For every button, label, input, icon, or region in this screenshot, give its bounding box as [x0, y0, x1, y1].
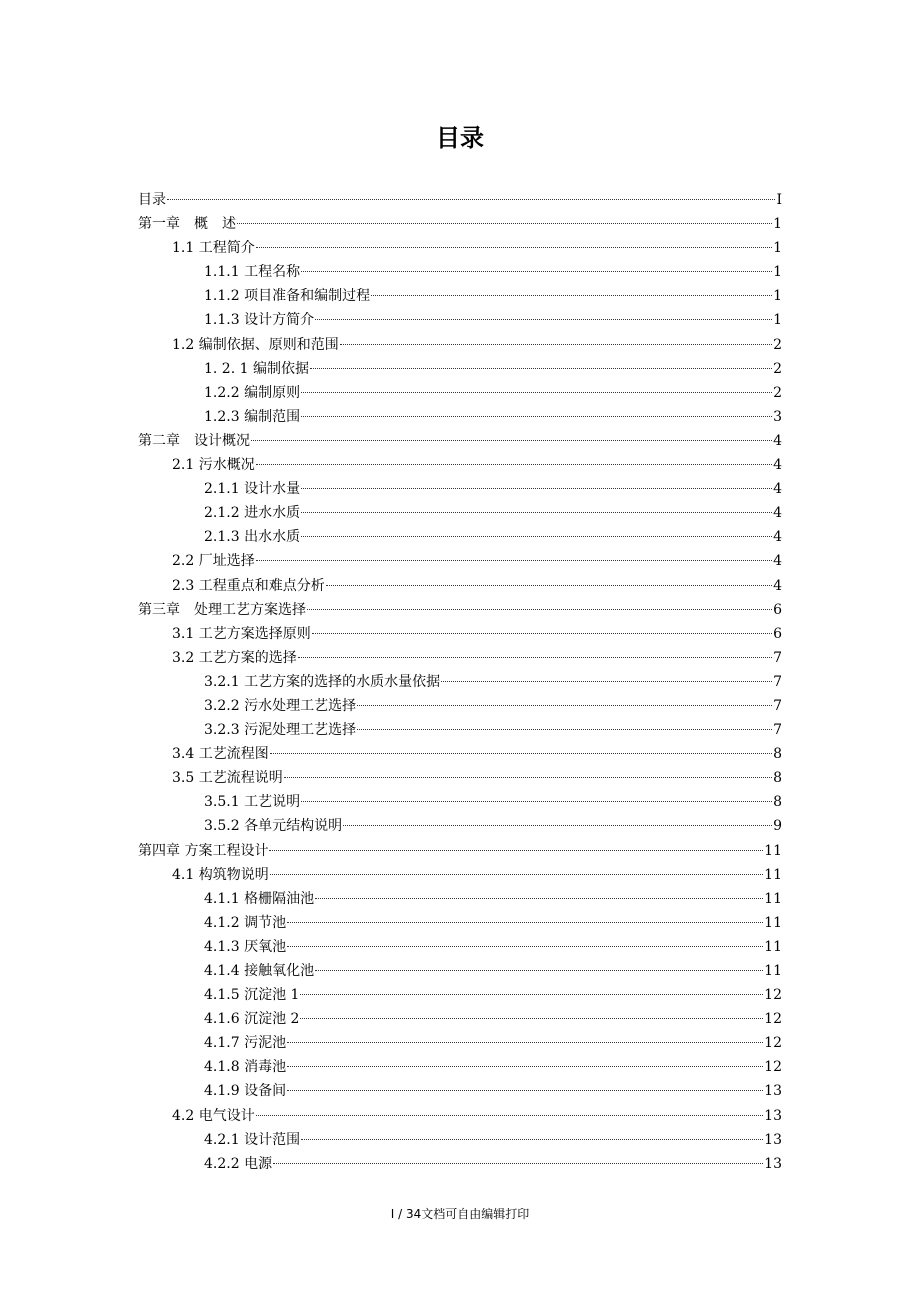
toc-dot-leader [312, 633, 772, 634]
toc-entry-title: 第四章 方案工程设计 [138, 842, 269, 859]
toc-entry-page: 12 [764, 987, 782, 1004]
toc-entry-page: 11 [764, 963, 782, 979]
toc-entry-title: 4.2 电气设计 [172, 1107, 255, 1124]
toc-entry-page: 8 [773, 794, 782, 811]
toc-entry-title: 3.5.2 各单元结构说明 [204, 818, 343, 835]
toc-dot-leader [256, 560, 772, 561]
toc-entry-title: 第二章 设计概况 [138, 432, 250, 449]
toc-entry-page: 8 [773, 746, 782, 763]
toc-entry-page: 4 [773, 505, 782, 522]
toc-entry-title: 3.2.2 污水处理工艺选择 [204, 697, 357, 714]
toc-entry-title: 3.5 工艺流程说明 [172, 770, 283, 787]
toc-entry[interactable] [138, 718, 782, 742]
toc-dot-leader [269, 850, 763, 851]
toc-dot-leader [301, 488, 772, 489]
toc-entry[interactable] [138, 766, 782, 790]
toc-entry[interactable] [138, 405, 782, 429]
toc-dot-leader [371, 295, 772, 296]
toc-entry[interactable] [138, 839, 782, 863]
toc-dot-leader [256, 464, 772, 465]
toc-entry[interactable] [138, 525, 782, 549]
toc-dot-leader [301, 801, 772, 802]
toc-dot-leader [301, 392, 772, 393]
toc-dot-leader [287, 1042, 763, 1043]
toc-dot-leader [287, 1090, 763, 1091]
toc-entry[interactable] [138, 381, 782, 405]
toc-dot-leader [310, 368, 772, 369]
toc-entry-title: 3.1 工艺方案选择原则 [172, 625, 311, 642]
toc-entry-page: 4 [773, 481, 782, 498]
toc-entry-title: 1.1.3 设计方简介 [204, 312, 315, 329]
toc-dot-leader [301, 536, 772, 537]
toc-entry-title: 2.1 污水概况 [172, 457, 255, 474]
toc-entry[interactable] [138, 549, 782, 573]
toc-dot-leader [287, 922, 763, 923]
toc-dot-leader [357, 729, 772, 730]
toc-entry-page: 6 [773, 601, 782, 618]
toc-entry[interactable] [138, 863, 782, 887]
toc-entry-page: 4 [773, 432, 782, 449]
toc-entry-title: 2.2 厂址选择 [172, 553, 255, 570]
toc-entry-page: 8 [773, 770, 782, 787]
toc-entry-page: 9 [773, 818, 782, 835]
toc-entry[interactable] [138, 453, 782, 477]
toc-dot-leader [287, 946, 763, 947]
toc-entry[interactable] [138, 284, 782, 308]
toc-entry[interactable] [138, 1104, 782, 1128]
toc-entry-page: 12 [764, 1035, 782, 1052]
toc-dot-leader [315, 898, 763, 899]
toc-entry-title: 4.1.6 沉淀池 2 [204, 1011, 300, 1028]
toc-entry[interactable] [138, 212, 782, 236]
toc-dot-leader [441, 681, 772, 682]
toc-entry[interactable] [138, 1079, 782, 1103]
toc-entry-title: 2.1.3 出水水质 [204, 529, 301, 546]
toc-dot-leader [301, 416, 772, 417]
toc-entry-title: 4.2.1 设计范围 [204, 1131, 301, 1148]
toc-dot-leader [256, 1115, 763, 1116]
toc-entry-title: 1.2.2 编制原则 [204, 384, 301, 401]
toc-entry-title: 3.4 工艺流程图 [172, 746, 269, 763]
toc-dot-leader [301, 271, 772, 272]
toc-entry[interactable] [138, 236, 782, 260]
toc-entry-page: 11 [764, 914, 782, 931]
toc-entry-page: 13 [764, 1083, 782, 1100]
toc-entry[interactable] [138, 333, 782, 357]
toc-entry-title: 2.1.1 设计水量 [204, 481, 301, 498]
toc-dot-leader [343, 825, 772, 826]
toc-entry-title: 1.1.1 工程名称 [204, 264, 301, 281]
toc-entry-page: 11 [764, 842, 782, 859]
toc-entry[interactable] [138, 1128, 782, 1152]
toc-entry[interactable] [138, 1007, 782, 1031]
toc-entry-page: 13 [764, 1155, 782, 1172]
toc-entry-page: 1 [773, 240, 782, 257]
toc-entry[interactable] [138, 574, 782, 598]
toc-entry[interactable] [138, 1055, 782, 1079]
toc-entry-title: 3.2.3 污泥处理工艺选择 [204, 722, 357, 739]
toc-dot-leader [251, 440, 772, 441]
toc-dot-leader [298, 657, 772, 658]
toc-entry-page: I [776, 192, 782, 208]
toc-entry-title: 2.3 工程重点和难点分析 [172, 577, 325, 594]
toc-entry-page: 12 [764, 1011, 782, 1028]
toc-entry-page: 11 [764, 938, 782, 955]
toc-entry-page: 11 [764, 866, 782, 883]
toc-entry-page: 1 [773, 288, 782, 305]
toc-entry[interactable] [138, 935, 782, 959]
toc-entry-title: 4.1.5 沉淀池 1 [204, 987, 300, 1004]
toc-entry[interactable] [138, 911, 782, 935]
toc-entry-page: 1 [773, 312, 782, 329]
toc-entry-page: 7 [773, 722, 782, 739]
toc-entry[interactable] [138, 188, 782, 212]
toc-entry[interactable] [138, 477, 782, 501]
toc-dot-leader [270, 874, 763, 875]
toc-entry-title: 3.2 工艺方案的选择 [172, 649, 297, 666]
page-title: 目录 [436, 124, 484, 152]
toc-dot-leader [284, 777, 772, 778]
toc-entry[interactable] [138, 694, 782, 718]
toc-entry-title: 1.1.2 项目准备和编制过程 [204, 288, 371, 305]
toc-entry-page: 7 [773, 649, 782, 666]
toc-entry[interactable] [138, 646, 782, 670]
toc-entry-page: 7 [773, 673, 782, 690]
toc-entry[interactable] [138, 308, 782, 332]
toc-entry[interactable] [138, 501, 782, 525]
toc-entry-page: 11 [764, 890, 782, 907]
table-of-contents [138, 188, 782, 1176]
toc-entry-title: 3.5.1 工艺说明 [204, 794, 301, 811]
toc-entry-page: 4 [773, 553, 782, 570]
toc-dot-leader [300, 1018, 763, 1019]
page-footer: I / 34文档可自由编辑打印 [390, 1207, 530, 1221]
toc-entry-title: 4.1.2 调节池 [204, 914, 287, 931]
toc-entry-page: 4 [773, 529, 782, 546]
toc-entry[interactable] [138, 814, 782, 838]
toc-entry[interactable] [138, 983, 782, 1007]
toc-entry-title: 第三章 处理工艺方案选择 [138, 601, 306, 618]
toc-dot-leader [273, 1163, 763, 1164]
toc-entry-page: 2 [773, 336, 782, 353]
toc-dot-leader [357, 705, 772, 706]
toc-entry-title: 4.1.7 污泥池 [204, 1035, 287, 1052]
toc-dot-leader [301, 1139, 763, 1140]
toc-entry[interactable] [138, 598, 782, 622]
toc-entry-title: 1. 2. 1 编制依据 [204, 360, 309, 377]
toc-entry[interactable] [138, 790, 782, 814]
toc-entry[interactable] [138, 742, 782, 766]
toc-entry-page: 6 [773, 625, 782, 642]
toc-entry[interactable] [138, 357, 782, 381]
toc-entry-page: 1 [773, 264, 782, 281]
toc-entry-page: 4 [773, 457, 782, 474]
toc-entry-page: 13 [764, 1107, 782, 1124]
toc-entry-page: 12 [764, 1059, 782, 1076]
toc-entry-page: 3 [773, 408, 782, 425]
toc-entry[interactable] [138, 1031, 782, 1055]
toc-entry-page: 4 [773, 577, 782, 594]
toc-dot-leader [340, 344, 772, 345]
toc-entry-title: 1.2.3 编制范围 [204, 408, 301, 425]
toc-entry-title: 4.1.8 消毒池 [204, 1059, 287, 1076]
toc-entry-title: 1.2 编制依据、原则和范围 [172, 336, 339, 353]
toc-entry-title: 第一章 概 述 [138, 216, 236, 233]
toc-entry-title: 4.1.3 厌氧池 [204, 938, 287, 955]
toc-dot-leader [326, 585, 772, 586]
toc-dot-leader [270, 753, 772, 754]
toc-dot-leader [237, 223, 772, 224]
toc-entry-title: 4.1.4 接触氧化池 [204, 963, 315, 979]
toc-dot-leader [315, 970, 763, 971]
toc-entry-page: 1 [773, 216, 782, 233]
toc-dot-leader [307, 609, 772, 610]
toc-entry[interactable] [138, 260, 782, 284]
toc-entry-title: 4.1.1 格栅隔油池 [204, 890, 315, 907]
toc-dot-leader [287, 1066, 763, 1067]
toc-entry-page: 2 [773, 360, 782, 377]
toc-dot-leader [301, 512, 772, 513]
toc-entry-title: 1.1 工程简介 [172, 240, 255, 257]
toc-entry[interactable] [138, 959, 782, 983]
toc-entry-title: 3.2.1 工艺方案的选择的水质水量依据 [204, 673, 441, 690]
toc-dot-leader [300, 994, 763, 995]
toc-entry[interactable] [138, 622, 782, 646]
toc-entry-page: 7 [773, 697, 782, 714]
toc-entry-title: 4.1.9 设备间 [204, 1083, 287, 1100]
toc-dot-leader [167, 199, 775, 200]
toc-entry-title: 2.1.2 进水水质 [204, 505, 301, 522]
toc-entry-page: 2 [773, 384, 782, 401]
toc-entry[interactable] [138, 670, 782, 694]
toc-dot-leader [256, 247, 772, 248]
toc-entry-page: 13 [764, 1131, 782, 1148]
toc-entry[interactable] [138, 887, 782, 911]
toc-entry[interactable] [138, 429, 782, 453]
toc-entry-title: 目录 [138, 192, 166, 208]
toc-entry[interactable] [138, 1152, 782, 1176]
toc-entry-title: 4.1 构筑物说明 [172, 866, 269, 883]
toc-dot-leader [315, 319, 772, 320]
toc-entry-title: 4.2.2 电源 [204, 1155, 273, 1172]
